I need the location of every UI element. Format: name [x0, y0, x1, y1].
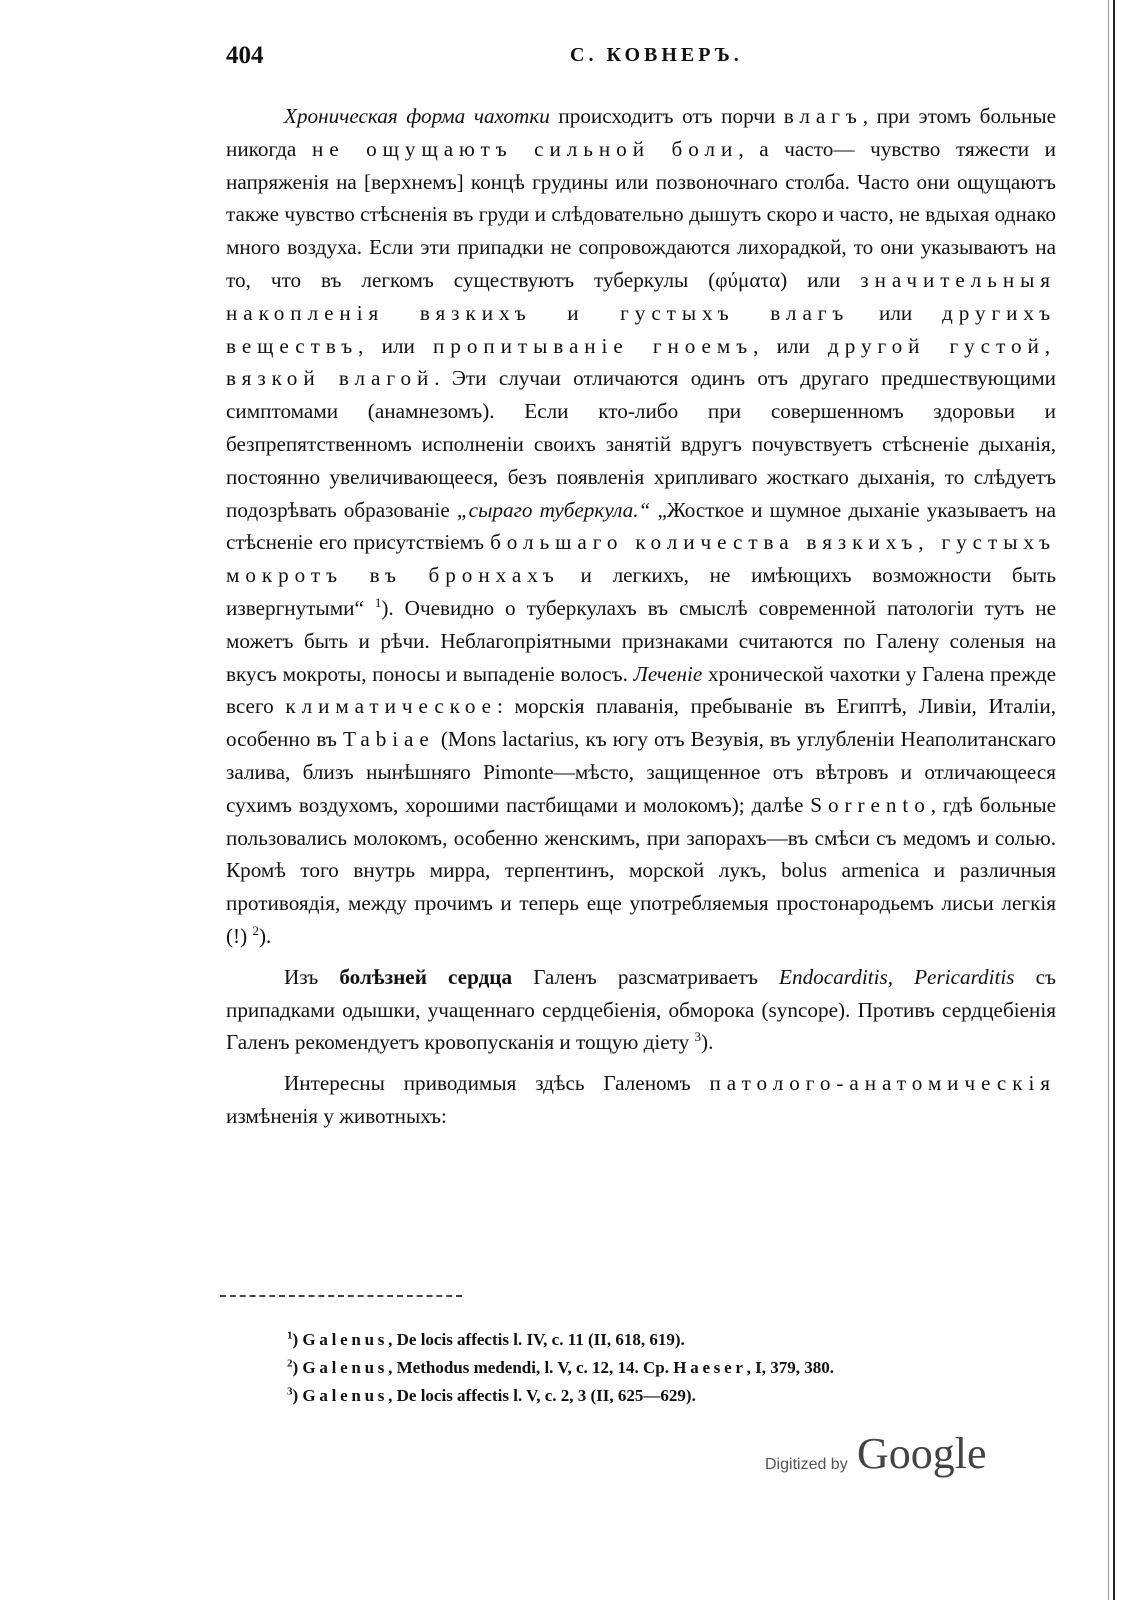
text-run: . Эти случаи отличаются одинъ отъ другаго предшествующими симптомами (анамнезомъ). Если кто-либо при совершенномъ здоровьи и безпрепятственномъ исполненіи своихъ занятій вдругъ почувствуетъ стѣсненіе дыханія, постоянно увеличивающееся, безъ появленія хрипливаго жосткаго дыханія, то слѣдуетъ подозрѣвать образованіе — [226, 366, 1056, 522]
text-run: или — [849, 300, 942, 325]
text-run: (Mons lactarius, къ югу отъ Везувія, въ углубленіи Неаполитанскаго залива, близъ нынѣшняго Pimonte—мѣсто, защищенное отъ вѣтровъ и отличающееся сухимъ воздухомъ, хорошими пастбищами и молокомъ); далѣе — [226, 727, 1056, 817]
spaced-term: влагъ — [783, 104, 863, 128]
body-text — [226, 100, 1056, 1133]
text-run: , или — [358, 333, 434, 358]
page-number: 404 — [226, 42, 264, 69]
text-run: ). — [258, 923, 272, 948]
text-run: ). — [701, 1030, 714, 1055]
bold-term: болѣзней сердца — [339, 964, 513, 989]
greek-term: φύματα — [715, 267, 781, 292]
footnote-2: $^2$) Galenus, Methodus medendi, l. V, c. 12, 14. Cp. Haeser, I, 379, 380. — [287, 1357, 835, 1377]
spaced-term: климатическое — [285, 694, 497, 719]
text-run: съ припадками одышки, учащеннаго сердцебіенія, обморока (syncope). Противъ сердцебіенія Галенъ рекомендуетъ кровопусканія и тощую діету — [226, 964, 1056, 1055]
footnote-separator — [220, 1295, 462, 1297]
footnote-author: Galenus — [302, 1386, 389, 1405]
footnote-text: , Methodus medendi, l. V, c. 12, 14. Cp. — [388, 1358, 674, 1377]
running-head: С. КОВНЕРЪ. — [570, 44, 743, 66]
paragraph-chronic-phthisis — [226, 100, 1056, 953]
spaced-term: большаго количества вязкихъ, густыхъ мокротъ въ бронхахъ — [226, 530, 1057, 588]
text-run: ). Очевидно о туберкулахъ въ смыслѣ современной патологіи тутъ не можетъ быть и рѣчи. Неблагопріятными признаками считаются по Галену соленыя на вкусъ мокроты, поносы и выпаденіе волосъ. — [226, 595, 1057, 686]
footnote-text: , De locis affectis l. V, c. 2, 3 (II, 625—629). — [388, 1386, 696, 1405]
text-run: , гдѣ больные пользовались молокомъ, особенно женскимъ, при запорахъ—въ смѣси съ медомъ и солью. Кромѣ того внутрь мирра, терпентинъ, морской лукъ, bolus armenica и различныя противоядія, между прочимъ и теперь еще употребляемыя простонародьемъ лисьи легкія (!) — [226, 792, 1056, 948]
text-run: , а часто— чувство тяжести и напряженія на [верхнемъ] концѣ грудины или позвоночнаго столба. Часто они ощущаютъ также чувство стѣсненія въ груди и слѣдовательно дышутъ скоро и часто, не вдыхая однако много воздуха. Если эти припадки не сопровождаются лихорадкой, то они указываютъ на то, что въ легкомъ существуютъ туберкулы ( — [226, 136, 1057, 292]
footnote-1: $^1$) Galenus, De locis affectis l. IV, c. 11 (II, 618, 619). — [287, 1329, 685, 1349]
footnotes — [287, 1326, 1007, 1410]
text-run: происходитъ отъ порчи — [549, 104, 784, 128]
text-run: , или — [753, 333, 829, 358]
italic-term: Endocarditis, Pericarditis — [779, 964, 1015, 989]
footnote-text: , De locis affectis l. IV, c. 11 (II, 618, 619). — [388, 1330, 685, 1349]
italic-term: „сыраго туберкула.“ — [456, 497, 651, 522]
text-run: : морскія плаванія, пребываніе въ Египтѣ, Ливіи, Италіи, особенно въ — [226, 694, 1056, 752]
digitized-watermark — [765, 1428, 1005, 1488]
footnote-mark: 3 — [287, 1385, 293, 1398]
spaced-term: другихъ веществъ — [226, 300, 1056, 358]
spaced-term: Tabiae — [342, 727, 435, 752]
footnote-ref: 1 — [374, 594, 382, 610]
text-run: хронической чахотки у Галена прежде всего — [226, 661, 1057, 719]
watermark-caption: Digitized by — [765, 1456, 848, 1473]
spaced-term: значительныя накопленія вязкихъ и густыхъ влагъ — [226, 267, 1056, 325]
spaced-term: не ощущаютъ сильной боли — [311, 136, 739, 161]
footnote-author: Galenus — [302, 1358, 389, 1377]
text-run: измѣненія у животныхъ: — [226, 1103, 447, 1128]
text-run: Интересны приводимыя здѣсь Галеномъ — [284, 1071, 710, 1096]
paragraph-pathology — [226, 1067, 1056, 1133]
text-run: Изъ — [284, 964, 340, 989]
text-run: и легкихъ, не имѣющихъ возможности быть извергнутыми“ — [226, 563, 1056, 620]
spaced-term: патолого-анатомическія — [709, 1071, 1056, 1096]
footnote-mark: 2 — [287, 1357, 293, 1370]
footnote-author: Haeser — [673, 1358, 747, 1377]
text-run: Галенъ разсматриваетъ — [512, 964, 780, 989]
page-edge-line — [1113, 0, 1115, 1600]
page-header — [226, 42, 1086, 78]
google-logo: Google — [857, 1429, 987, 1478]
spaced-term: Sorrento — [810, 792, 931, 817]
spaced-term: другой густой, вязкой влагой — [226, 333, 1056, 391]
footnote-mark: 1 — [287, 1329, 293, 1342]
text-run: ) или — [780, 267, 861, 292]
text-run: „Жосткое и шумное дыханіе указываетъ на стѣсненіе его присутствіемъ — [226, 497, 1056, 555]
italic-term: Хроническая форма чахотки — [284, 104, 550, 128]
footnote-author: Galenus — [302, 1330, 389, 1349]
footnote-3: $^3$) Galenus, De locis affectis l. V, c. 2, 3 (II, 625—629). — [287, 1385, 696, 1405]
footnote-text: , I, 379, 380. — [746, 1358, 835, 1377]
italic-term: Леченіе — [633, 661, 703, 686]
page-edge-shadow — [1108, 0, 1109, 1600]
footnote-ref: 2 — [252, 922, 259, 938]
text-run: , при этомъ больные никогда — [226, 104, 1056, 161]
spaced-term: пропитываніе гноемъ — [433, 333, 754, 358]
paragraph-heart-diseases — [226, 961, 1056, 1059]
footnote-ref: 3 — [694, 1029, 702, 1045]
